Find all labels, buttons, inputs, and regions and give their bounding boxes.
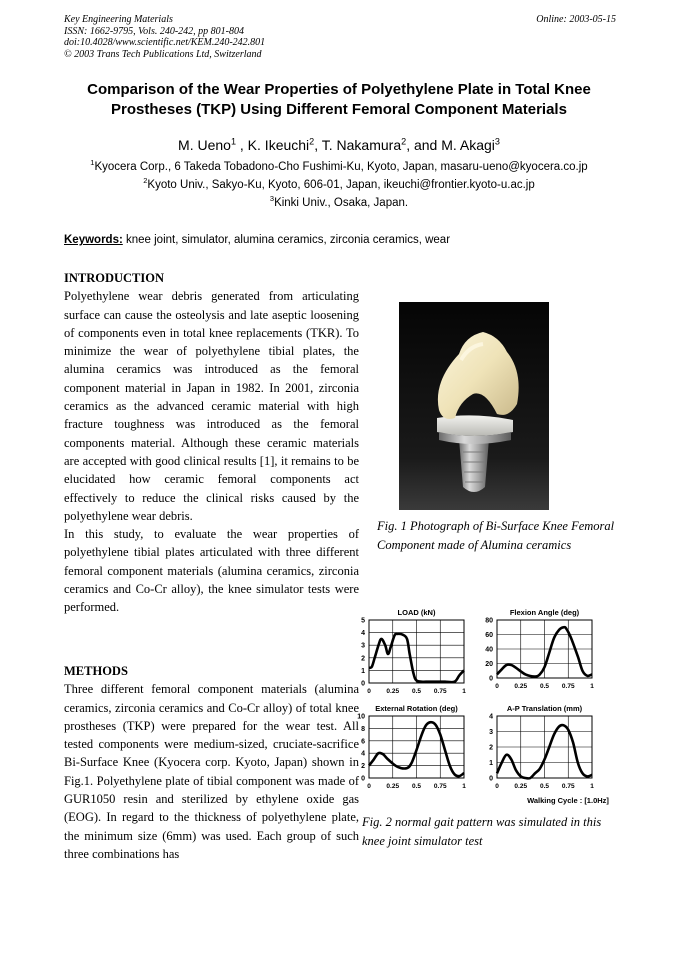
chart-2-ytick-label: 20: [485, 661, 493, 668]
author-1-sup: 1: [230, 136, 237, 147]
chart-1-ytick-label: 4: [361, 630, 365, 638]
chart-4-ytick-label: 3: [489, 729, 493, 736]
chart-2-title: Flexion Angle (deg): [509, 608, 580, 617]
issn-line: ISSN: 1662-9795, Vols. 240-242, pp 801-804: [64, 25, 244, 37]
fig1-caption: Fig. 1 Photograph of Bi-Surface Knee Femoral Component made of Alumina ceramics: [377, 519, 615, 552]
author-1: M. Ueno: [178, 137, 231, 153]
online-date: Online: 2003-05-15: [536, 14, 616, 25]
chart-1-xtick-label: 1: [462, 688, 466, 695]
chart-2-xtick-label: 0.25: [514, 683, 528, 690]
chart-2-ytick-label: 80: [485, 617, 493, 625]
chart-4-ytick-label: 1: [489, 760, 493, 767]
author-2-sup: 2: [309, 136, 315, 147]
chart-3-title: External Rotation (deg): [375, 704, 458, 713]
title-line-1: Comparison of the Wear Properties of Polyethylene Plate in Total Knee: [87, 81, 591, 98]
intro-paragraph-1: Polyethylene wear debris generated from articulating surface can cause the osteolysis and late aseptic loosening of components even in total knee replacements (TKR). To minimize the wear of polyethylene tibial plates, the alumina ceramics was introduced as the femoral component material in Japan in 1982. In 2001, zirconia ceramics as the advanced ceramic material with high fracture toughness was introduced as the femoral components material. Although these ceramic materials are accepted with good clinical results [1], it remains to be elucidated how ceramic femoral components act effectively to reduce the clinical risks caused by the polyethylene wear debris.: [64, 289, 359, 523]
chart-4-ytick-label: 0: [489, 775, 493, 783]
author-4-sup: 3: [494, 136, 500, 147]
fig2-caption: Fig. 2 normal gait pattern was simulated in this knee joint simulator test: [362, 815, 602, 848]
chart-2-xtick-label: 0.75: [561, 683, 575, 690]
chart-4-xtick-label: 0.5: [539, 783, 550, 790]
chart-1-xtick-label: 0.5: [411, 688, 422, 695]
author-3-sup: 2: [401, 136, 407, 147]
chart-3-ytick-label: 8: [361, 725, 365, 733]
knee-component-image: [399, 302, 549, 510]
chart-1-ytick-label: 1: [361, 667, 365, 675]
author-2: , K. Ikeuchi: [236, 137, 310, 153]
author-list: [40, 136, 638, 154]
chart-3-xtick-label: 0.25: [386, 783, 400, 790]
chart-4-xtick-label: 0.75: [561, 783, 575, 790]
chart-1-xtick-label: 0.25: [386, 688, 400, 695]
chart-1-title: LOAD (kN): [397, 608, 436, 617]
keywords: [64, 234, 624, 246]
chart-2-xtick-label: 1: [590, 683, 594, 690]
chart-1-ytick-label: 0: [361, 680, 365, 688]
methods-heading: METHODS: [64, 664, 128, 678]
chart-1-ytick-label: 5: [361, 617, 365, 625]
copyright-line: © 2003 Trans Tech Publications Ltd, Switzerland: [64, 48, 262, 60]
chart-4-title: A-P Translation (mm): [506, 704, 583, 713]
author-3: , T. Nakamura: [314, 137, 402, 153]
chart-2-ytick-label: 40: [485, 646, 493, 654]
chart-1-xtick-label: 0: [367, 688, 371, 695]
chart-3-ytick-label: 2: [361, 763, 365, 771]
methods-paragraph-1: Three different femoral component materials (alumina ceramics, zirconia ceramics and Co-Cr alloy) of total knee prostheses (TKP) were prepared for the wear test. All tested components were medium-sized, cruciate-sacrifice Bi-Surface Knee (Kyocera corp. Kyoto, Japan) shown in Fig.1. Polyethylene plate of tibial component was made of GUR1050 resin and sterilized by ethylene oxide gas (EOG). In regard to the thickness of polyethylene plate, the minimum size (6mm) was used. Each group of such three combinations has: [64, 682, 359, 861]
paper-title: [40, 80, 638, 120]
chart-4-ytick-label: 2: [489, 744, 493, 752]
title-line-2: Prostheses (TKP) Using Different Femoral Component Materials: [111, 101, 567, 118]
gait-xlabel: Walking Cycle : [1.0Hz]: [527, 796, 609, 805]
chart-4-xtick-label: 0: [495, 783, 499, 790]
gait-chart-figure: [348, 600, 616, 812]
chart-1-ytick-label: 3: [361, 642, 365, 650]
intro-section: [64, 269, 359, 617]
page-header: [64, 14, 616, 60]
chart-4-xtick-label: 1: [590, 783, 594, 790]
chart-1-xtick-label: 0.75: [433, 688, 447, 695]
intro-heading: INTRODUCTION: [64, 271, 165, 285]
chart-3-ytick-label: 4: [361, 750, 365, 758]
chart-3-xtick-label: 0.75: [433, 783, 447, 790]
keywords-label: Keywords:: [64, 234, 123, 246]
author-4: , and M. Akagi: [406, 137, 495, 153]
chart-2-ytick-label: 0: [489, 675, 493, 683]
keywords-text: knee joint, simulator, alumina ceramics, zirconia ceramics, wear: [122, 234, 451, 246]
intro-paragraph-2: In this study, to evaluate the wear properties of polyethylene tibial plates articulated with three different femoral component materials (alumina ceramics, zirconia ceramics and Co-Cr alloy), the knee simulator tests were performed.: [64, 527, 359, 615]
knee-component-photo: [399, 302, 549, 510]
chart-3-ytick-label: 10: [357, 713, 365, 721]
affiliation-3: $^3$Kinki Univ., Osaka, Japan.: [269, 194, 409, 209]
affiliation-2: $^2$Kyoto Univ., Sakyo-Ku, Kyoto, 606-01, Japan, ikeuchi@frontier.kyoto-u.ac.jp: [143, 176, 535, 191]
journal-name: Key Engineering Materials: [64, 14, 173, 25]
chart-2-xtick-label: 0: [495, 683, 499, 690]
chart-3-xtick-label: 1: [462, 783, 466, 790]
chart-2-xtick-label: 0.5: [539, 683, 550, 690]
chart-4-ytick-label: 4: [489, 713, 493, 721]
chart-4-xtick-label: 0.25: [514, 783, 528, 790]
chart-3-ytick-label: 6: [361, 738, 365, 746]
chart-3-xtick-label: 0.5: [411, 783, 422, 790]
chart-3-xtick-label: 0: [367, 783, 371, 790]
chart-1-ytick-label: 2: [361, 655, 365, 663]
doi-line: doi:10.4028/www.scientific.net/KEM.240-242.801: [64, 37, 266, 48]
chart-3-ytick-label: 0: [361, 775, 365, 783]
affiliation-1: $^1$Kyocera Corp., 6 Takeda Tobadono-Cho Fushimi-Ku, Kyoto, Japan, masaru-ueno@kyocera.co.jp: [90, 158, 588, 173]
chart-2-ytick-label: 60: [485, 632, 493, 639]
methods-section: [64, 662, 359, 863]
